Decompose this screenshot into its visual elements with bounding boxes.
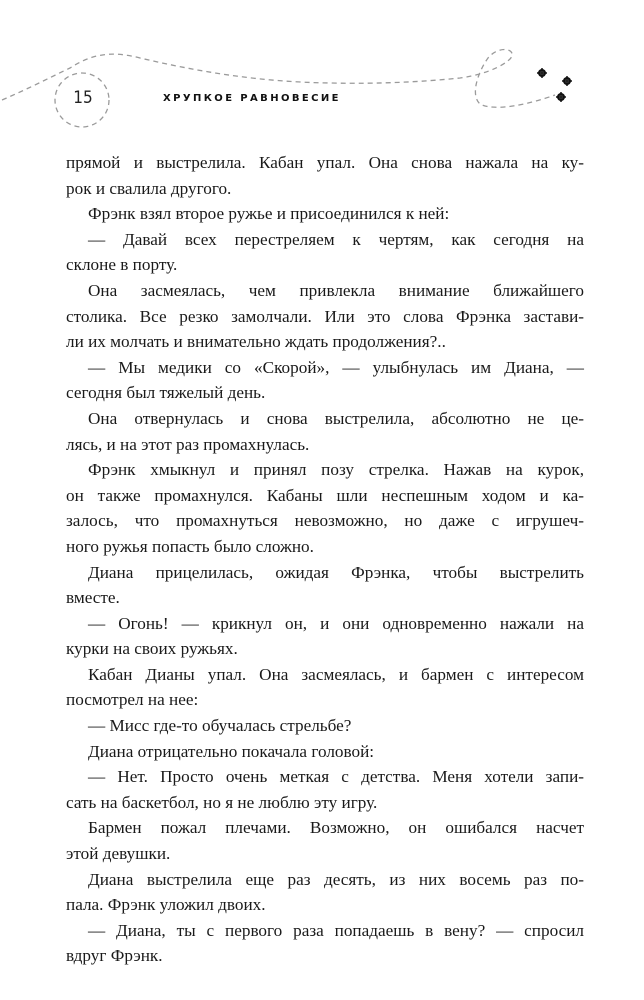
text-line: Фрэнк хмыкнул и принял позу стрелка. Нажав на курок, [88, 460, 584, 480]
paragraph [66, 406, 584, 457]
bullet-hole-icons [537, 68, 572, 102]
paragraph [66, 739, 584, 765]
header-decoration [0, 0, 644, 150]
text-line: Диана выстрелила еще раз десять, из них восемь раз по- [88, 869, 584, 889]
text-line: — Нет. Просто очень меткая с детства. Меня хотели запи- [88, 767, 584, 787]
paragraph [66, 662, 584, 713]
text-line: пала. Фрэнк уложил двоих. [66, 895, 266, 915]
paragraph [66, 918, 584, 969]
text-line: столика. Все резко замолчали. Или это слова Фрэнка застави- [66, 306, 584, 326]
bullet-hole-icon [562, 76, 572, 86]
text-line: Бармен пожал плечами. Возможно, он ошибался насчет [88, 818, 584, 838]
paragraph [66, 355, 584, 406]
text-line: вдруг Фрэнк. [66, 946, 163, 966]
text-line: лясь, и на этот раз промахнулась. [66, 434, 310, 454]
text-line: Диана прицелилась, ожидая Фрэнка, чтобы выстрелить [88, 562, 584, 582]
bullet-hole-icon [556, 92, 566, 102]
text-line: — Мы медики со «Скорой», — улыбнулась им Диана, — [88, 357, 584, 377]
text-line: склоне в порту. [66, 255, 178, 275]
paragraph [66, 278, 584, 355]
text-line: сегодня был тяжелый день. [66, 383, 266, 403]
text-line: вместе. [66, 588, 120, 608]
body-text [66, 150, 584, 969]
text-line: Она засмеялась, чем привлекла внимание ближайшего [88, 280, 584, 300]
paragraph [66, 867, 584, 918]
bullet-hole-icon [537, 68, 547, 78]
text-line: посмотрел на нее: [66, 690, 199, 710]
text-line: — Огонь! — крикнул он, и они одновременно нажали на [88, 613, 584, 633]
paragraph [66, 227, 584, 278]
text-line: курки на своих ружьях. [66, 639, 238, 659]
text-line: ного ружья попасть было сложно. [66, 536, 314, 556]
text-line: прямой и выстрелила. Кабан упал. Она снова нажала на ку- [66, 153, 584, 172]
text-line: этой девушки. [66, 844, 171, 864]
text-line: Кабан Дианы упал. Она засмеялась, и бармен с интересом [88, 664, 584, 684]
paragraph [66, 611, 584, 662]
paragraph [66, 150, 584, 201]
text-line: ли их молчать и внимательно ждать продолжения?.. [66, 332, 446, 352]
text-line: Она отвернулась и снова выстрелила, абсолютно не це- [88, 408, 584, 428]
text-line: он также промахнулся. Кабаны шли неспешным ходом и ка- [66, 485, 584, 505]
text-line: — Диана, ты с первого раза попадаешь в вену? — спросил [88, 920, 584, 940]
text-line: рок и свалила другого. [66, 178, 232, 198]
text-line: Фрэнк взял второе ружье и присоединился к ней: [88, 204, 450, 224]
text-line: Диана отрицательно покачала головой: [88, 741, 375, 761]
paragraph [66, 713, 584, 739]
text-line: — Мисс где-то обучалась стрельбе? [88, 716, 352, 736]
paragraph [66, 764, 584, 815]
text-line: сать на баскетбол, но я не люблю эту игру. [66, 792, 378, 812]
paragraph [66, 815, 584, 866]
paragraph [66, 201, 584, 227]
page-number: 15 [73, 88, 93, 108]
paragraph [66, 560, 584, 611]
running-title: ХРУПКОЕ РАВНОВЕСИЕ [163, 93, 341, 104]
paragraph [66, 457, 584, 559]
text-line: — Давай всех перестреляем к чертям, как сегодня на [88, 229, 584, 249]
text-line: залось, что промахнуться невозможно, но даже с игрушеч- [66, 511, 584, 531]
